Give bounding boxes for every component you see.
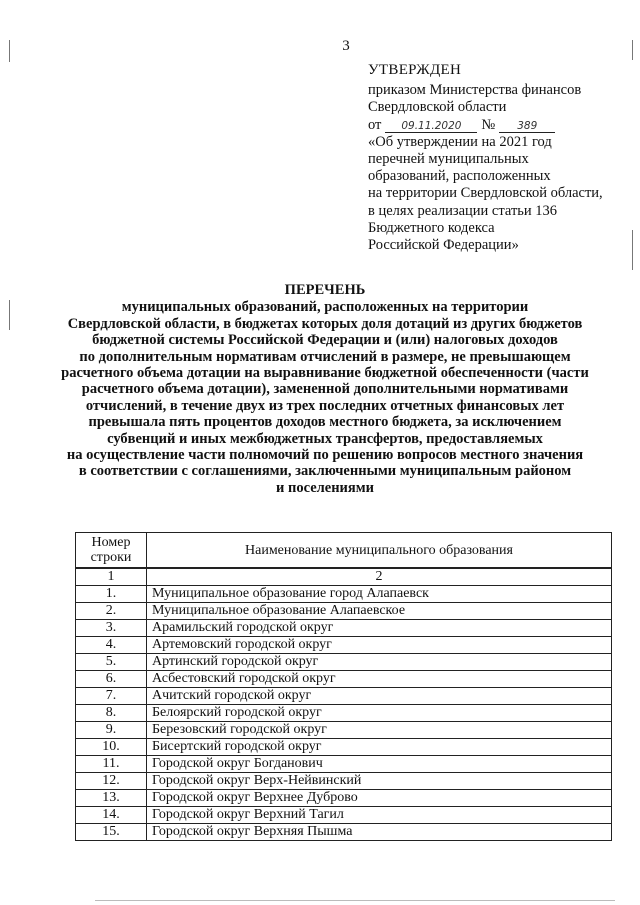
approval-subject-line: Бюджетного кодекса (368, 219, 495, 236)
row-number: 3. (76, 620, 147, 637)
table-row (76, 722, 612, 739)
scan-edge-right-mid (632, 230, 633, 270)
table-row (76, 739, 612, 756)
row-number: 9. (76, 722, 147, 739)
municipality-name: Муниципальное образование город Алапаевск (147, 586, 612, 603)
table-row (76, 603, 612, 620)
municipality-name: Городской округ Верхняя Пышма (147, 824, 612, 841)
municipality-name: Городской округ Верхний Тагил (147, 807, 612, 824)
row-number: 7. (76, 688, 147, 705)
scan-edge-bottom (95, 900, 615, 901)
row-number: 11. (76, 756, 147, 773)
municipality-name: Белоярский городской округ (147, 705, 612, 722)
approval-subject-line: Российской Федерации» (368, 237, 519, 254)
municipality-name: Арамильский городской округ (147, 620, 612, 637)
table-row (76, 671, 612, 688)
scan-edge-left-mid (9, 300, 10, 330)
table-row (76, 654, 612, 671)
column-number: 1 (76, 568, 147, 586)
approval-subject-line: в целях реализации статьи 136 (368, 202, 558, 219)
table-row (76, 824, 612, 841)
page-number: 3 (342, 38, 350, 54)
approval-line: приказом Министерства финансов (368, 82, 582, 99)
header-row-number: Номер строки (76, 533, 147, 569)
title-line: расчетного объема дотации), замененной дополнительными нормативами (81, 381, 569, 398)
column-number-row (76, 568, 612, 586)
approval-heading: УТВЕРЖДЕН (368, 62, 462, 78)
title-line: и поселениями (276, 479, 374, 496)
approval-date-line (368, 117, 628, 134)
municipality-name: Артемовский городской округ (147, 637, 612, 654)
table-row (76, 790, 612, 807)
title-line: в соответствии с соглашениями, заключенными муниципальным районом (78, 463, 572, 480)
table-row (76, 705, 612, 722)
title-line: превышала пять процентов доходов местного бюджета, за исключением (88, 414, 562, 431)
row-number: 14. (76, 807, 147, 824)
row-number: 10. (76, 739, 147, 756)
title-line: Свердловской области, в бюджетах которых доля дотаций из других бюджетов (67, 315, 583, 332)
document-title (40, 282, 610, 496)
title-line: на осуществление части полномочий по решению вопросов местного значения (66, 447, 584, 464)
row-number: 1. (76, 586, 147, 603)
municipality-name: Березовский городской округ (147, 722, 612, 739)
municipality-name: Артинский городской округ (147, 654, 612, 671)
municipalities-table (75, 532, 612, 841)
table-row (76, 807, 612, 824)
row-number: 12. (76, 773, 147, 790)
handwritten-number: 389 (499, 120, 555, 133)
number-label: № (481, 116, 496, 133)
approval-subject-line: перечней муниципальных (368, 151, 529, 168)
row-number: 15. (76, 824, 147, 841)
approval-block (368, 62, 628, 254)
row-number: 8. (76, 705, 147, 722)
row-number: 13. (76, 790, 147, 807)
row-number: 4. (76, 637, 147, 654)
approval-subject-line: на территории Свердловской области, (368, 185, 603, 202)
table-row (76, 756, 612, 773)
table-row (76, 637, 612, 654)
title-line: муниципальных образований, расположенных на территории (121, 299, 529, 316)
title-line: субвенций и иных межбюджетных трансфертов, предоставляемых (107, 430, 543, 447)
table-row (76, 688, 612, 705)
title-line: отчислений, в течение двух из трех последних отчетных финансовых лет (85, 397, 565, 414)
municipality-name: Ачитский городской округ (147, 688, 612, 705)
row-number: 5. (76, 654, 147, 671)
title-line: по дополнительным нормативам отчислений в размере, не превышающем (79, 348, 571, 365)
approval-subject-line: образований, расположенных (368, 168, 551, 185)
header-municipality-name: Наименование муниципального образования (147, 533, 612, 569)
municipality-name: Городской округ Верхнее Дуброво (147, 790, 612, 807)
municipality-name: Бисертский городской округ (147, 739, 612, 756)
title-line: расчетного объема дотации на выравнивание бюджетной обеспеченности (части (61, 365, 589, 382)
title-line: бюджетной системы Российской Федерации и (или) налоговых доходов (92, 332, 558, 349)
table-row (76, 620, 612, 637)
table-row (76, 773, 612, 790)
table-row (76, 586, 612, 603)
municipality-name: Городской округ Богданович (147, 756, 612, 773)
table-header-row (76, 533, 612, 569)
municipality-name: Муниципальное образование Алапаевское (147, 603, 612, 620)
approval-line: Свердловской области (368, 99, 507, 116)
date-prefix: от (368, 116, 382, 133)
column-number: 2 (147, 568, 612, 586)
municipality-name: Асбестовский городской округ (147, 671, 612, 688)
row-number: 2. (76, 603, 147, 620)
municipality-name: Городской округ Верх-Нейвинский (147, 773, 612, 790)
row-number: 6. (76, 671, 147, 688)
approval-subject-line: «Об утверждении на 2021 год (368, 133, 552, 150)
title-heading: ПЕРЕЧЕНЬ (284, 282, 366, 298)
handwritten-date: 09.11.2020 (385, 120, 477, 133)
